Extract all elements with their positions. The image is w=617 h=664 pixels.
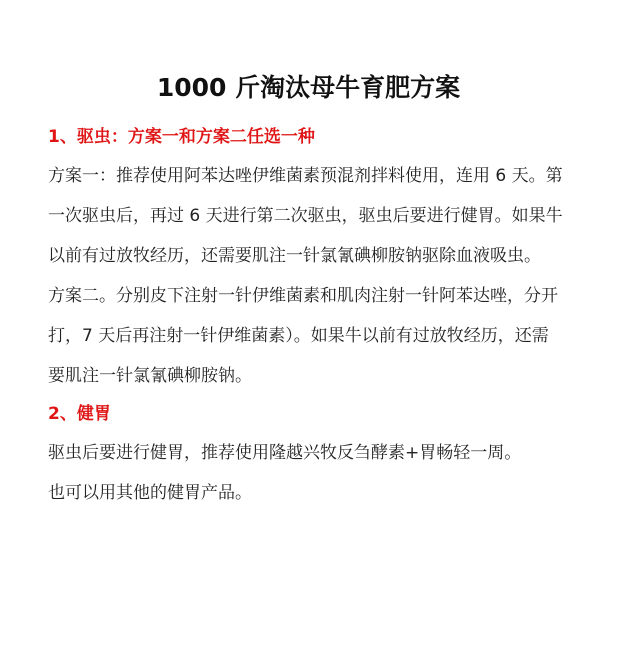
paragraph-line: 方案一：推荐使用阿苯达唑伊维菌素预混剂拌料使用，连用 6 天。第	[48, 166, 563, 186]
paragraph-line: 一次驱虫后，再过 6 天进行第二次驱虫，驱虫后要进行健胃。如果牛	[48, 206, 563, 226]
document-title: 1000 斤淘汰母牛育肥方案	[156, 73, 461, 102]
paragraph-line: 驱虫后要进行健胃，推荐使用隆越兴牧反刍酵素+胃畅轻一周。	[48, 443, 522, 463]
paragraph-line: 要肌注一针氯氰碘柳胺钠。	[48, 366, 252, 386]
section-body-deworming	[48, 156, 578, 396]
section-body-stomach	[48, 433, 578, 513]
paragraph-line: 方案二。分别皮下注射一针伊维菌素和肌肉注射一针阿苯达唑，分开	[48, 286, 558, 306]
paragraph-line: 也可以用其他的健胃产品。	[48, 483, 252, 503]
paragraph-line: 打，7 天后再注射一针伊维菌素）。如果牛以前有过放牧经历，还需	[48, 326, 549, 346]
section-heading-stomach: 2、健胃	[48, 404, 111, 424]
section-heading-deworming: 1、驱虫：方案一和方案二任选一种	[48, 127, 315, 147]
paragraph-line: 以前有过放牧经历，还需要肌注一针氯氰碘柳胺钠驱除血液吸虫。	[48, 246, 541, 266]
